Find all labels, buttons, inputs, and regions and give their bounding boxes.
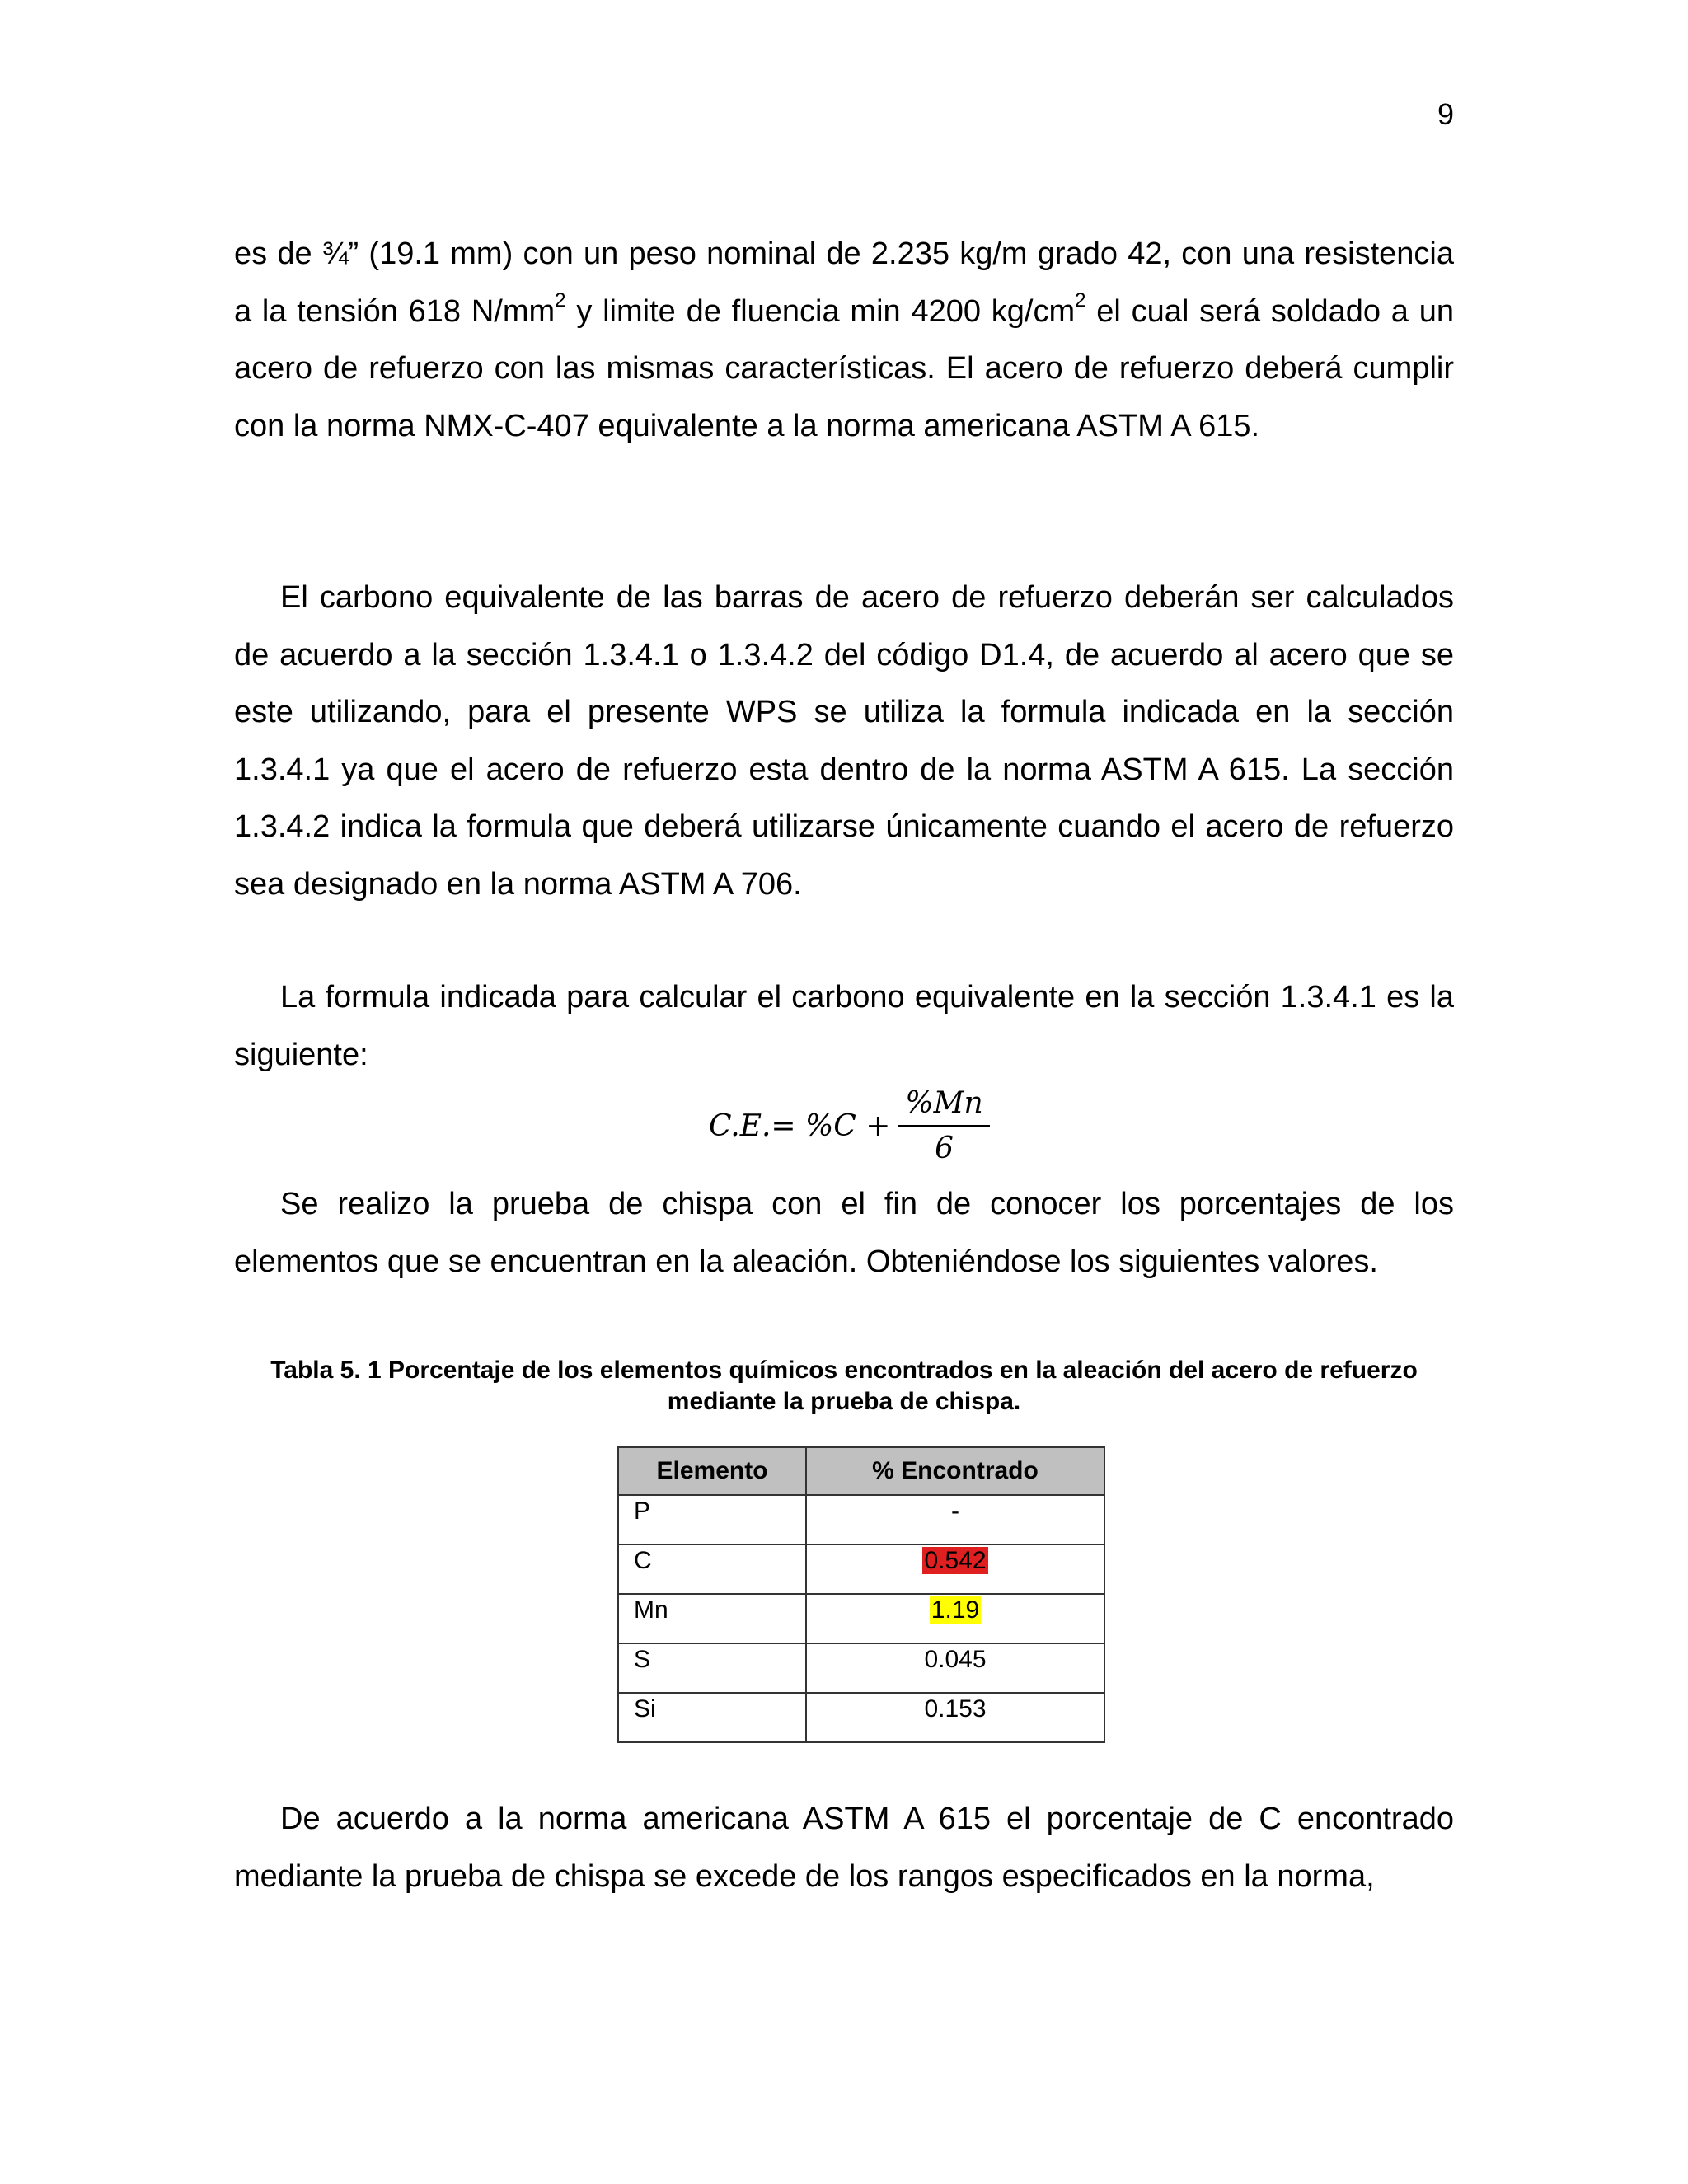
formula-numerator: %Mn: [898, 1086, 989, 1127]
percent-cell: [806, 1693, 1104, 1742]
percent-cell: [806, 1594, 1104, 1643]
paragraph-5: De acuerdo a la norma americana ASTM A 615 el porcentaje de C encontrado mediante la prueba de chispa se excede de los rangos especificados en la norma,: [234, 1802, 1454, 1894]
table-row: [618, 1693, 1104, 1742]
element-cell: S: [618, 1643, 806, 1693]
paragraph-1-part-c: el cual será soldado a un acero de refuerzo con las mismas características. El acero de refuerzo deberá cumplir con la norma NMX-C-407 equivalente a la norma americana ASTM A 615.: [234, 293, 1455, 443]
table-header-row: [618, 1447, 1104, 1495]
paragraph-3: La formula indicada para calcular el carbono equivalente en la sección 1.3.4.1 es la siguiente:: [234, 980, 1454, 1072]
table-row: [618, 1495, 1104, 1544]
column-header-percent: % Encontrado: [806, 1447, 1104, 1495]
formula-denominator: 6: [935, 1132, 954, 1165]
column-header-element: Elemento: [618, 1447, 806, 1495]
percent-cell: [806, 1544, 1104, 1594]
percent-value-highlighted-red: 0.542: [924, 1547, 987, 1574]
element-cell: P: [618, 1495, 806, 1544]
percent-value: -: [951, 1497, 959, 1525]
paragraph-1: [234, 226, 1454, 455]
formula-lhs: C.E.= %C +: [709, 1108, 891, 1143]
paragraph-4: Se realizo la prueba de chispa con el fin de conocer los porcentajes de los elementos que se encuentran en la aleación. Obteniéndose los siguientes valores.: [234, 1187, 1454, 1279]
table-row: [618, 1594, 1104, 1643]
table-row: [618, 1544, 1104, 1594]
element-cell: Mn: [618, 1594, 806, 1643]
table-caption: Tabla 5. 1 Porcentaje de los elementos químicos encontrados en la aleación del acero de refuerzo mediante la prueba de chispa.: [270, 1357, 1418, 1415]
table-row: [618, 1643, 1104, 1693]
page-number: 9: [1437, 97, 1454, 131]
percent-cell: [806, 1643, 1104, 1693]
paragraph-1-part-b: y limite de fluencia min 4200 kg/cm: [565, 293, 1076, 329]
elements-table: [617, 1446, 1105, 1743]
percent-value: 0.045: [924, 1646, 987, 1673]
formula-fraction: [898, 1086, 989, 1165]
percent-value-highlighted-yellow: 1.19: [931, 1596, 980, 1624]
percent-value: 0.153: [924, 1695, 987, 1722]
paragraph-1-part-a: es de ¾” (19.1 mm) con un peso nominal de 2.235 kg/m grado 42, con una resistencia a la tensión 618 N/mm: [234, 237, 1454, 329]
carbon-equivalent-formula: [709, 1086, 990, 1165]
percent-cell: [806, 1495, 1104, 1544]
paragraph-2: El carbono equivalente de las barras de acero de refuerzo deberán ser calculados de acuerdo a la sección 1.3.4.1 o 1.3.4.2 del código D1.4, de acuerdo al acero que se este utilizando, para el presente WPS se utiliza la formula indicada en la sección 1.3.4.1 ya que el acero de refuerzo esta dentro de la norma ASTM A 615. La sección 1.3.4.2 indica la formula que deberá utilizarse únicamente cuando el acero de refuerzo sea designado en la norma ASTM A 706.: [234, 580, 1454, 902]
superscript-1: 2: [555, 288, 566, 312]
element-cell: C: [618, 1544, 806, 1594]
element-cell: Si: [618, 1693, 806, 1742]
superscript-2: 2: [1075, 288, 1086, 312]
